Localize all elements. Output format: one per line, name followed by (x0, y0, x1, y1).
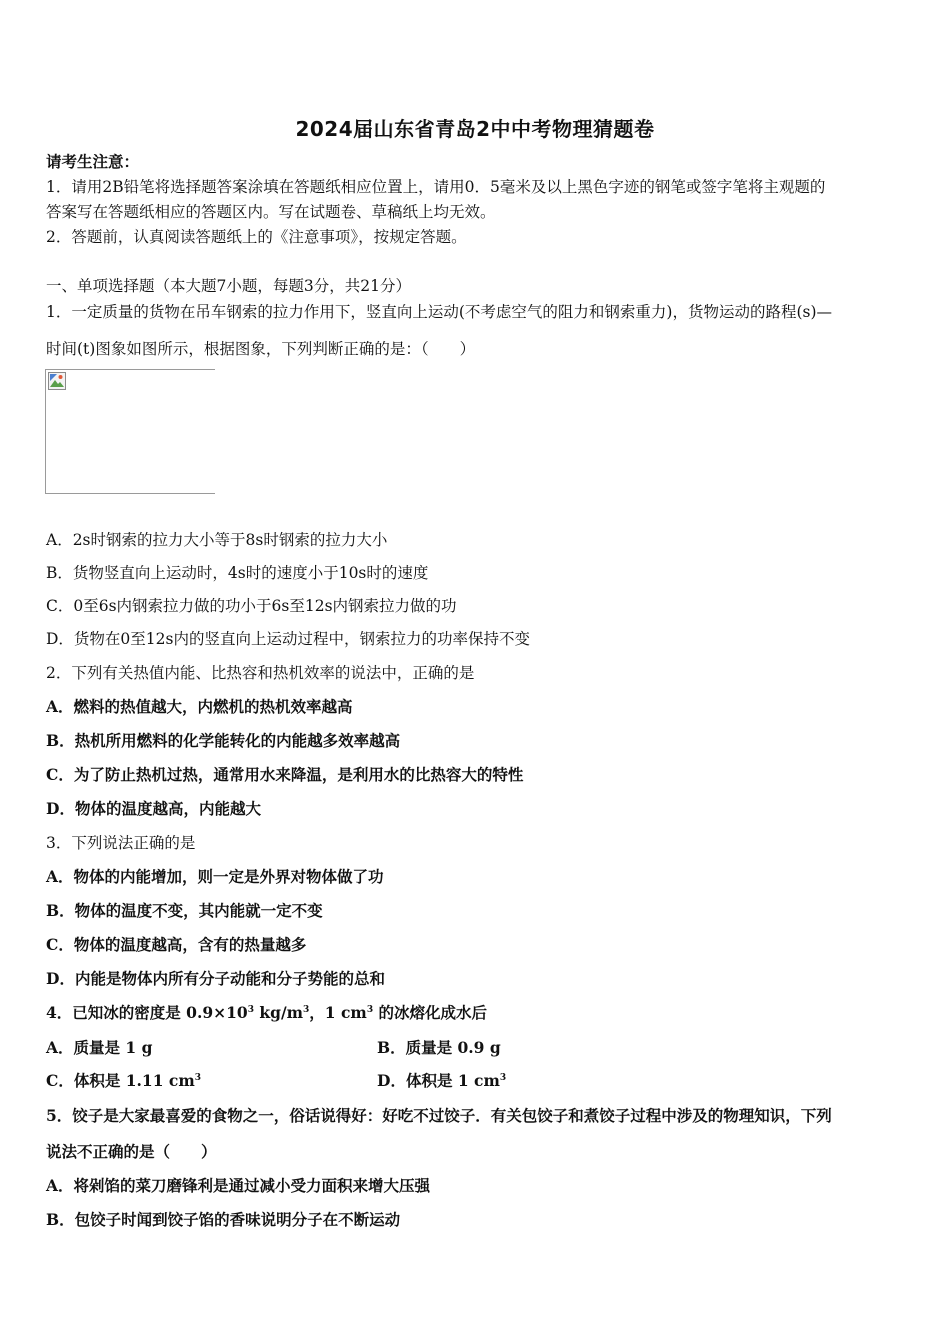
question-5-stem-line-1: 5．饺子是大家最喜爱的食物之一，俗话说得好：好吃不过饺子．有关包饺子和煮饺子过程中涉及的物理知识，下列 (46, 1106, 832, 1125)
question-1-graph-image (45, 369, 215, 494)
question-4-stem: 4．已知冰的密度是 $0.9\times 10^3$ $kg/m^3$，1 $cm^3$ 的冰熔化成水后 (46, 1003, 487, 1022)
question-2-option-d: D．物体的温度越高，内能越大 (46, 799, 261, 818)
question-1-option-a: A．2s时钢索的拉力大小等于8s时钢索的拉力大小 (46, 531, 388, 549)
question-1-option-b: B．货物竖直向上运动时，4s时的速度小于10s时的速度 (46, 564, 429, 582)
question-5-stem-line-2: 说法不正确的是（ ） (46, 1142, 217, 1161)
question-2-option-b: B．热机所用燃料的化学能转化的内能越多效率越高 (46, 731, 401, 750)
question-5-option-a: A．将剁馅的菜刀磨锋利是通过减小受力面积来增大压强 (46, 1176, 431, 1195)
question-4-option-d: D．体积是 1 $cm^3$ (377, 1071, 507, 1090)
question-2-option-a: A．燃料的热值越大，内燃机的热机效率越高 (46, 697, 353, 716)
question-5-option-b: B．包饺子时闻到饺子馅的香味说明分子在不断运动 (46, 1210, 401, 1229)
question-2-stem: 2．下列有关热值内能、比热容和热机效率的说法中，正确的是 (46, 664, 475, 682)
question-3-stem: 3．下列说法正确的是 (46, 834, 196, 852)
question-4-option-c: C．体积是 1.11 $cm^3$ (46, 1071, 201, 1090)
question-1-stem-line-2: 时间(t)图象如图所示，根据图象，下列判断正确的是：（ ） (46, 340, 476, 358)
question-4-option-a: A．质量是 1 g (46, 1038, 153, 1057)
notice-heading: 请考生注意： (46, 152, 140, 171)
notice-item-1-line-2: 答案写在答题纸相应的答题区内。写在试题卷、草稿纸上均无效。 (46, 203, 496, 221)
question-3-option-b: B．物体的温度不变，其内能就一定不变 (46, 901, 323, 920)
question-4-option-b: B．质量是 0.9 g (377, 1038, 501, 1057)
question-1-option-c: C．0至6s内钢索拉力做的功小于6s至12s内钢索拉力做的功 (46, 597, 457, 615)
question-3-option-c: C．物体的温度越高，含有的热量越多 (46, 935, 307, 954)
question-2-option-c: C．为了防止热机过热，通常用水来降温，是利用水的比热容大的特性 (46, 765, 524, 784)
question-1-option-d: D．货物在0至12s内的竖直向上运动过程中，钢索拉力的功率保持不变 (46, 630, 530, 648)
document-title: 2024届山东省青岛2中中考物理猜题卷 (295, 117, 655, 141)
notice-item-2: 2．答题前，认真阅读答题纸上的《注意事项》，按规定答题。 (46, 228, 467, 246)
question-3-option-a: A．物体的内能增加，则一定是外界对物体做了功 (46, 867, 384, 886)
broken-image-icon (48, 372, 66, 390)
question-1-stem-line-1: 1．一定质量的货物在吊车钢索的拉力作用下，竖直向上运动(不考虑空气的阻力和钢索重力)，货物运动的路程(s)— (46, 303, 833, 321)
section-1-heading: 一、单项选择题（本大题7小题，每题3分，共21分） (46, 277, 411, 295)
notice-item-1-line-1: 1．请用2B铅笔将选择题答案涂填在答题纸相应位置上，请用0．5毫米及以上黑色字迹的钢笔或签字笔将主观题的 (46, 178, 826, 196)
question-3-option-d: D．内能是物体内所有分子动能和分子势能的总和 (46, 969, 385, 988)
